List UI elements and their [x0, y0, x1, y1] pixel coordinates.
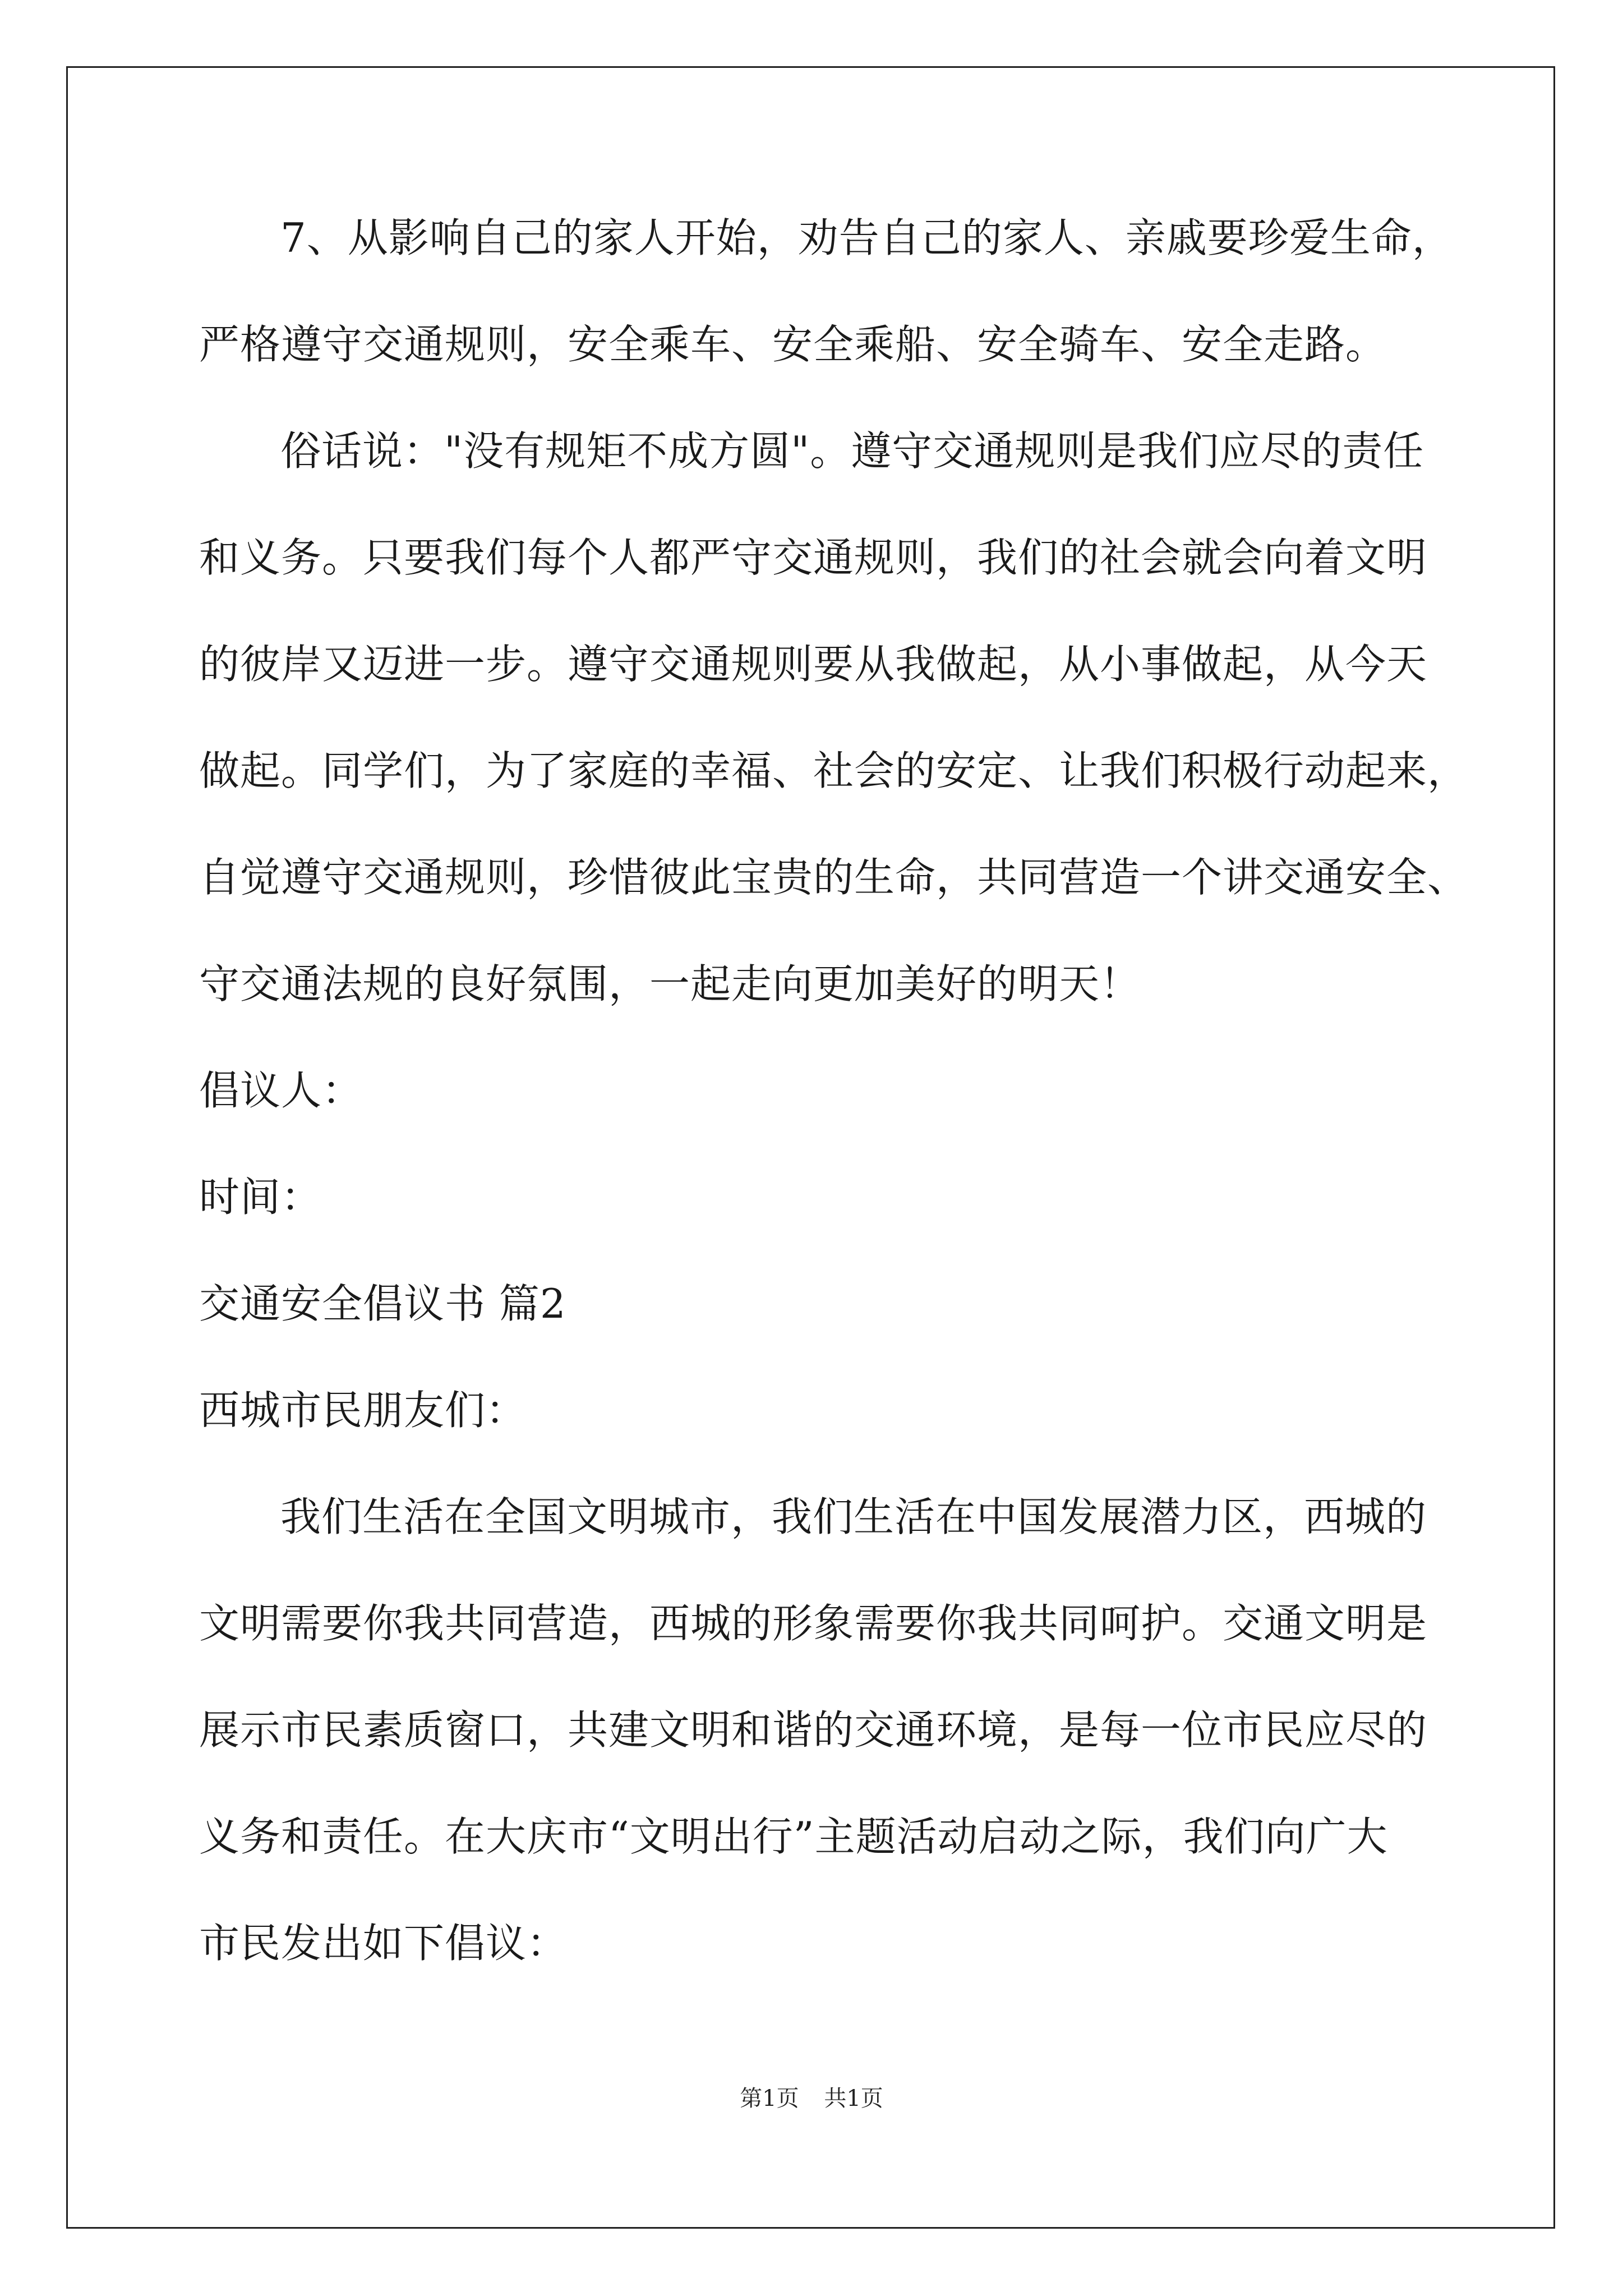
paragraph-line: 做起。同学们，为了家庭的幸福、社会的安定、让我们积极行动起来，	[199, 747, 1469, 794]
paragraph-line: 我们生活在全国文明城市，我们生活在中国发展潜力区，西城的	[280, 1493, 1427, 1540]
paragraph-line: 展示市民素质窗口，共建文明和谐的交通环境，是每一位市民应尽的	[199, 1706, 1428, 1754]
section-heading: 交通安全倡议书 篇2	[199, 1280, 566, 1327]
paragraph-line: 严格遵守交通规则，安全乘车、安全乘船、安全骑车、安全走路。	[199, 321, 1387, 368]
signatory-label: 倡议人：	[199, 1067, 363, 1114]
paragraph-line: 自觉遵守交通规则，珍惜彼此宝贵的生命，共同营造一个讲交通安全、	[199, 854, 1469, 901]
paragraph-line: 7、从影响自己的家人开始，劝告自己的家人、亲戚要珍爱生命，	[280, 214, 1453, 261]
paragraph-line: 文明需要你我共同营造，西城的形象需要你我共同呵护。交通文明是	[199, 1600, 1428, 1647]
page-footer	[0, 2086, 1623, 2111]
document-body	[199, 214, 1478, 2030]
date-label: 时间：	[199, 1174, 322, 1221]
paragraph-line: 义务和责任。在大庆市“文明出行”主题活动启动之际，我们向广大	[199, 1813, 1388, 1860]
paragraph-line: 和义务。只要我们每个人都严守交通规则，我们的社会就会向着文明	[199, 534, 1428, 581]
paragraph-line: 俗话说："没有规矩不成方圆"。遵守交通规则是我们应尽的责任	[280, 427, 1424, 475]
page-number: 第1页	[740, 2086, 799, 2111]
paragraph-line: 的彼岸又迈进一步。遵守交通规则要从我做起，从小事做起，从今天	[199, 641, 1428, 688]
paragraph-line: 守交通法规的良好氛围，一起走向更加美好的明天！	[199, 960, 1141, 1007]
page-total: 共1页	[824, 2086, 883, 2111]
salutation: 西城市民朋友们：	[199, 1387, 527, 1434]
paragraph-line: 市民发出如下倡议：	[199, 1920, 568, 1967]
